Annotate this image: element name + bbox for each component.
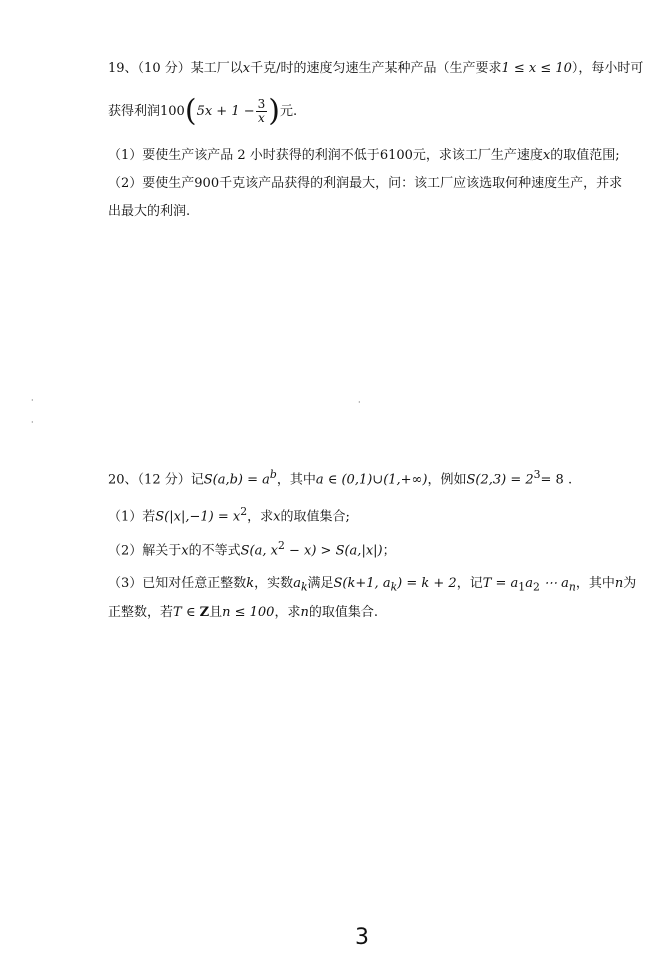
p20-ineq-exponent: 2 bbox=[277, 539, 285, 552]
p20-ineq-right: − x) > S(a,|x|) bbox=[284, 543, 383, 559]
p19-part2-b: 千克该产品获得的利润最大，问：该工厂应该选取何种速度生产，并求 bbox=[219, 176, 623, 191]
p20-part3-eq-subscript: k bbox=[390, 580, 398, 594]
p20-product-subn: n bbox=[568, 580, 576, 594]
definition-mid: ，其中 bbox=[276, 472, 316, 488]
var-k: k bbox=[246, 576, 255, 591]
p20-part1-b: ，求 bbox=[247, 509, 274, 525]
p20-last-b: 且 bbox=[209, 605, 223, 620]
p19-part2-c: 出最大的利润. bbox=[108, 204, 191, 219]
example-tail: = 8 . bbox=[540, 472, 573, 488]
problem20-part3-cont bbox=[108, 604, 378, 622]
p20-product-dots: ⋯ a bbox=[539, 576, 569, 591]
problem19-head: 19、（10 分）某工厂以 bbox=[108, 61, 243, 76]
scan-speck: · bbox=[31, 418, 34, 427]
p19-part1-a: （1）要使生产该产品 2 小时获得的利润不低于 bbox=[108, 148, 380, 163]
profit-coef: 100 bbox=[160, 104, 185, 119]
problem20-head: 20、（12 分）记 bbox=[108, 472, 204, 488]
var-ak-subscript: k bbox=[300, 580, 308, 594]
p20-last-a: 正整数，若 bbox=[108, 605, 174, 620]
profit-expr: 5x + 1 − bbox=[196, 104, 255, 119]
p20-part3-c: 满足 bbox=[307, 576, 334, 591]
definition: S(a,b) = a bbox=[203, 472, 270, 488]
var-x: x bbox=[181, 543, 189, 559]
problem20-part1 bbox=[108, 503, 350, 526]
var-n: n bbox=[614, 576, 624, 591]
var-x: x bbox=[242, 61, 251, 76]
p20-product-T: T = a bbox=[482, 576, 519, 591]
var-x: x bbox=[273, 509, 281, 525]
p20-product-sub1: 1 bbox=[518, 580, 526, 594]
var-x: x bbox=[542, 148, 551, 163]
p20-part2-c: ； bbox=[382, 543, 396, 559]
var-ak: a bbox=[293, 576, 301, 591]
problem19-tail: ），每小时可 bbox=[571, 61, 644, 76]
p20-product-sub2: 2 bbox=[532, 580, 540, 594]
problem20-part3 bbox=[108, 575, 636, 597]
profit-prefix: 获得利润 bbox=[108, 104, 161, 119]
integer-set-Z: Z bbox=[199, 605, 210, 620]
constraint: 1 ≤ x ≤ 10 bbox=[501, 61, 572, 76]
profit-suffix: 元. bbox=[279, 104, 298, 119]
example-exponent: 3 bbox=[533, 468, 541, 481]
domain: a ∈ (0,1)∪(1,+∞) bbox=[315, 472, 428, 488]
p20-part2-a: （2）解关于 bbox=[108, 543, 182, 559]
p20-part3-eq: S(k+1, a bbox=[333, 576, 391, 591]
p20-ineq-left: S(a, x bbox=[240, 543, 278, 559]
p20-part1-a: （1）若 bbox=[108, 509, 156, 525]
p19-part2-a: （2）要使生产 bbox=[108, 176, 195, 191]
left-paren: ( bbox=[184, 93, 197, 129]
p20-last-cond: n ≤ 100 bbox=[222, 605, 275, 620]
p20-part3-b: ，实数 bbox=[254, 576, 294, 591]
p20-part3-d: ，记 bbox=[456, 576, 483, 591]
p20-product-a2: a bbox=[525, 576, 533, 591]
problem19-unit-text: 千克/时的速度匀速生产某种产品（生产要求 bbox=[250, 61, 502, 76]
problem19-part1 bbox=[108, 147, 620, 165]
p19-part1-b: 元，求该工厂生产速度 bbox=[412, 148, 543, 163]
p19-part1-value: 6100 bbox=[379, 148, 413, 163]
p20-last-d: 的取值集合. bbox=[308, 605, 378, 620]
p20-part3-f: 为 bbox=[623, 576, 637, 591]
definition-exponent: b bbox=[269, 468, 277, 481]
right-paren: ) bbox=[268, 93, 280, 129]
problem20-part2 bbox=[108, 537, 396, 560]
example: S(2,3) = 2 bbox=[466, 472, 534, 488]
problem19-line1 bbox=[108, 60, 643, 78]
p19-part1-c: 的取值范围; bbox=[550, 148, 620, 163]
p20-part1-eq: S(|x|,−1) = x bbox=[155, 509, 241, 525]
p20-part2-b: 的不等式 bbox=[188, 543, 241, 559]
p20-last-T: T ∈ bbox=[173, 605, 200, 620]
p20-part1-c: 的取值集合; bbox=[280, 509, 350, 525]
p19-part2-value: 900 bbox=[194, 176, 220, 191]
profit-fraction bbox=[256, 98, 268, 125]
p20-part3-eq-tail: ) = k + 2 bbox=[397, 576, 457, 591]
example-prefix: ，例如 bbox=[427, 472, 467, 488]
p20-part1-exponent: 2 bbox=[240, 505, 248, 518]
fraction-denominator: x bbox=[258, 111, 265, 125]
var-n: n bbox=[300, 605, 309, 620]
problem19-part2-cont bbox=[108, 203, 190, 221]
page-number: 3 bbox=[355, 925, 369, 950]
problem20-line1 bbox=[108, 466, 572, 489]
problem19-part2 bbox=[108, 175, 622, 193]
problem19-line2 bbox=[108, 93, 298, 129]
scan-speck: · bbox=[31, 396, 34, 405]
fraction-numerator: 3 bbox=[257, 97, 266, 111]
p20-last-c: ，求 bbox=[274, 605, 301, 620]
p20-part3-a: （3）已知对任意正整数 bbox=[108, 576, 247, 591]
scan-speck: · bbox=[358, 398, 361, 407]
p20-part3-e: ，其中 bbox=[575, 576, 615, 591]
